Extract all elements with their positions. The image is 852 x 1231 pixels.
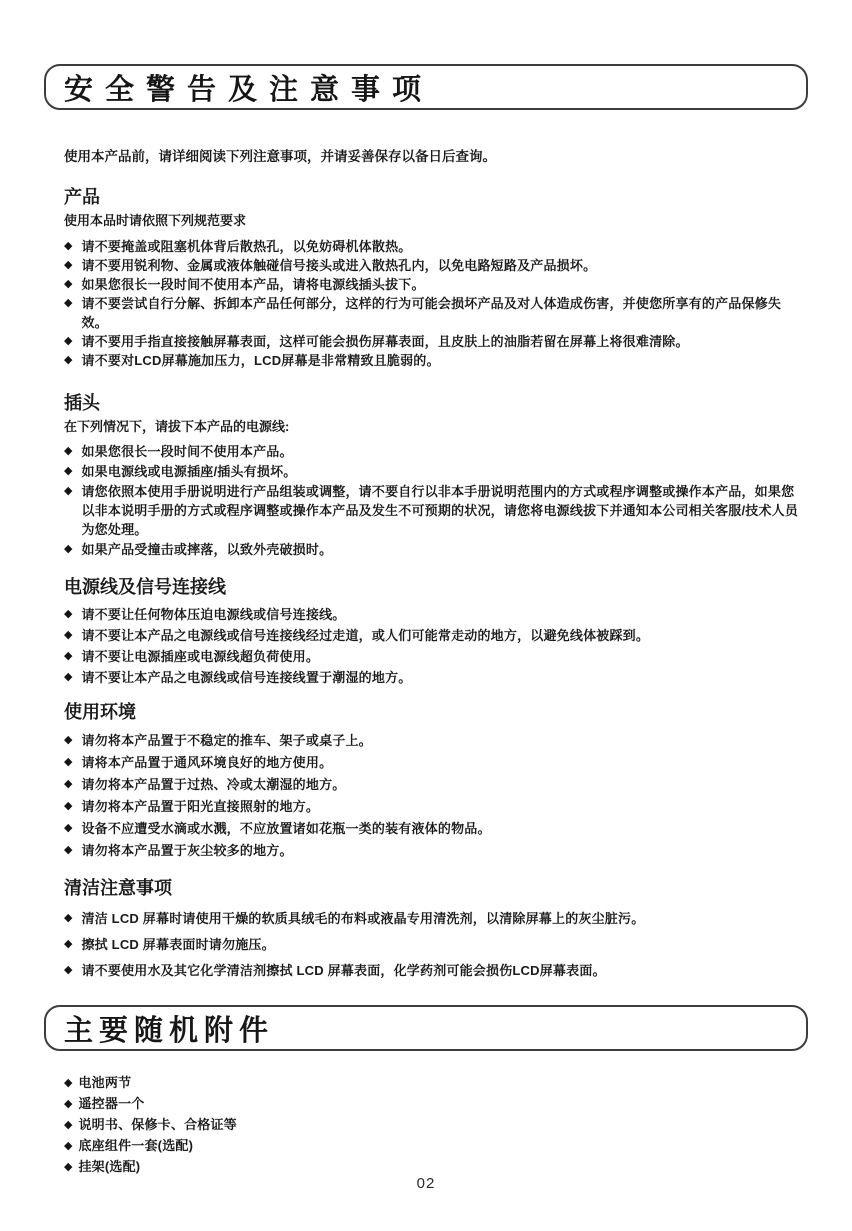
- bullet-text: 清洁 LCD 屏幕时请使用干燥的软质具绒毛的布料或液晶专用清洗剂，以清除屏幕上的灰尘脏污。: [81, 911, 645, 926]
- diamond-bullet-icon: ◆: [64, 912, 73, 924]
- section-heading: 电源线及信号连接线: [64, 577, 226, 597]
- section-cleaning: [64, 878, 806, 980]
- accessory-text: 说明书、保修卡、合格证等: [78, 1117, 237, 1132]
- list-item: [64, 647, 806, 666]
- diamond-bullet-icon: ◆: [64, 543, 73, 555]
- bullet-text: 请将本产品置于通风环境良好的地方使用。: [81, 755, 333, 770]
- list-item: [64, 841, 806, 860]
- list-item: [64, 482, 806, 539]
- diamond-bullet-icon: ◆: [64, 335, 73, 347]
- diamond-bullet-icon: ◆: [64, 465, 73, 477]
- bullet-text: 请不要使用水及其它化学清洁剂擦拭 LCD 屏幕表面，化学药剂可能会损伤LCD屏幕表面。: [81, 963, 606, 978]
- bullet-text: 请不要让电源插座或电源线超负荷使用。: [81, 649, 320, 664]
- bullet-text: 请不要让本产品之电源线或信号连接线经过走道，或人们可能常走动的地方，以避免线体被踩到。: [81, 628, 650, 643]
- diamond-bullet-icon: ◆: [64, 629, 73, 641]
- accessory-text: 遥控器一个: [78, 1096, 145, 1111]
- accessory-text: 电池两节: [78, 1075, 132, 1090]
- accessory-text: 底座组件一套(选配): [78, 1138, 194, 1153]
- bullet-list: [64, 605, 806, 687]
- list-item: [64, 668, 806, 687]
- diamond-bullet-icon: ◆: [64, 938, 73, 950]
- bullet-text: 如果您很长一段时间不使用本产品。: [81, 444, 293, 459]
- diamond-bullet-icon: ◆: [64, 259, 73, 271]
- diamond-bullet-icon: ◆: [64, 778, 73, 790]
- list-item: [64, 540, 806, 559]
- section-plug: [64, 393, 806, 559]
- bullet-text: 设备不应遭受水滴或水溅，不应放置诸如花瓶一类的装有液体的物品。: [81, 821, 491, 836]
- list-item: [64, 462, 806, 481]
- list-item: [64, 294, 806, 332]
- diamond-bullet-icon: ◆: [64, 844, 73, 856]
- section-heading: 清洁注意事项: [64, 878, 172, 898]
- diamond-bullet-icon: ◆: [64, 297, 73, 309]
- bullet-text: 擦拭 LCD 屏幕表面时请勿施压。: [81, 937, 275, 952]
- accessory-text: 挂架(选配): [78, 1159, 141, 1174]
- bullet-text: 请勿将本产品置于过热、冷或太潮湿的地方。: [81, 777, 346, 792]
- list-item: [64, 935, 806, 954]
- diamond-bullet-icon: ◆: [64, 756, 73, 768]
- list-item: [64, 256, 806, 275]
- bullet-text: 请不要用手指直接接触屏幕表面，这样可能会损伤屏幕表面，且皮肤上的油脂若留在屏幕上将很难清除。: [81, 334, 689, 349]
- list-item: [64, 1095, 806, 1114]
- diamond-bullet-icon: ◆: [64, 1077, 73, 1089]
- list-item: [64, 1074, 806, 1093]
- bullet-list: [64, 909, 806, 980]
- bullet-text: 请不要用锐利物、金属或液体触碰信号接头或进入散热孔内，以免电路短路及产品损坏。: [81, 258, 597, 273]
- diamond-bullet-icon: ◆: [64, 964, 73, 976]
- diamond-bullet-icon: ◆: [64, 485, 73, 497]
- diamond-bullet-icon: ◆: [64, 278, 73, 290]
- diamond-bullet-icon: ◆: [64, 1098, 73, 1110]
- list-item: [64, 626, 806, 645]
- safety-warnings-banner: [44, 64, 808, 110]
- accessories-title: 主要随机附件: [64, 1014, 275, 1047]
- diamond-bullet-icon: ◆: [64, 608, 73, 620]
- list-item: [64, 731, 806, 750]
- bullet-list: [64, 731, 806, 860]
- bullet-text: 如果电源线或电源插座/插头有损坏。: [81, 464, 297, 479]
- section-heading: 使用环境: [64, 702, 136, 722]
- list-item: [64, 753, 806, 772]
- bullet-text: 请不要掩盖或阻塞机体背后散热孔，以免妨碍机体散热。: [81, 239, 412, 254]
- diamond-bullet-icon: ◆: [64, 445, 73, 457]
- list-item: [64, 351, 806, 370]
- page-number: 02: [416, 1175, 436, 1192]
- diamond-bullet-icon: ◆: [64, 822, 73, 834]
- diamond-bullet-icon: ◆: [64, 650, 73, 662]
- accessories-list: [64, 1074, 806, 1177]
- section-product: [64, 187, 806, 370]
- diamond-bullet-icon: ◆: [64, 671, 73, 683]
- bullet-list: [64, 237, 806, 370]
- bullet-list: [64, 442, 806, 559]
- list-item: [64, 1137, 806, 1156]
- bullet-text: 请不要对LCD屏幕施加压力，LCD屏幕是非常精致且脆弱的。: [81, 353, 440, 368]
- section-power-cords: [64, 577, 806, 687]
- accessories-banner: [44, 1005, 808, 1051]
- list-item: [64, 775, 806, 794]
- bullet-text: 请勿将本产品置于阳光直接照射的地方。: [81, 799, 320, 814]
- list-item: [64, 237, 806, 256]
- section-subheading: 在下列情况下，请拔下本产品的电源线:: [64, 419, 290, 434]
- diamond-bullet-icon: ◆: [64, 1161, 73, 1173]
- intro-text: 使用本产品前，请详细阅读下列注意事项，并请妥善保存以备日后查询。: [64, 149, 496, 164]
- bullet-text: 请勿将本产品置于不稳定的推车、架子或桌子上。: [81, 733, 372, 748]
- section-subheading: 使用本品时请依照下列规范要求: [64, 213, 247, 228]
- bullet-text: 请不要尝试自行分解、拆卸本产品任何部分，这样的行为可能会损坏产品及对人体造成伤害，并使您所享有的产品保修失效。: [81, 296, 782, 330]
- bullet-text: 请勿将本产品置于灰尘较多的地方。: [81, 843, 293, 858]
- list-item: [64, 909, 806, 928]
- section-heading: 产品: [64, 187, 100, 207]
- list-item: [64, 605, 806, 624]
- diamond-bullet-icon: ◆: [64, 354, 73, 366]
- list-item: [64, 275, 806, 294]
- list-item: [64, 442, 806, 461]
- bullet-text: 如果您很长一段时间不使用本产品，请将电源线插头拔下。: [81, 277, 425, 292]
- page-title: 安全警告及注意事项: [64, 73, 434, 106]
- bullet-text: 请您依照本使用手册说明进行产品组装或调整，请不要自行以非本手册说明范围内的方式或程序调整或操作本产品，如果您以非本说明手册的方式或程序调整或操作本产品及发生不可预期的状况，请您将电源线拔下并通知本公司相关客服/技术人员为您处理。: [81, 484, 799, 537]
- diamond-bullet-icon: ◆: [64, 1119, 73, 1131]
- bullet-text: 请不要让本产品之电源线或信号连接线置于潮湿的地方。: [81, 670, 412, 685]
- list-item: [64, 332, 806, 351]
- list-item: [64, 819, 806, 838]
- list-item: [64, 961, 806, 980]
- bullet-text: 请不要让任何物体压迫电源线或信号连接线。: [81, 607, 346, 622]
- diamond-bullet-icon: ◆: [64, 800, 73, 812]
- list-item: [64, 797, 806, 816]
- diamond-bullet-icon: ◆: [64, 240, 73, 252]
- section-heading: 插头: [64, 393, 100, 413]
- section-environment: [64, 702, 806, 860]
- bullet-text: 如果产品受撞击或摔落，以致外壳破损时。: [81, 542, 333, 557]
- diamond-bullet-icon: ◆: [64, 734, 73, 746]
- list-item: [64, 1116, 806, 1135]
- diamond-bullet-icon: ◆: [64, 1140, 73, 1152]
